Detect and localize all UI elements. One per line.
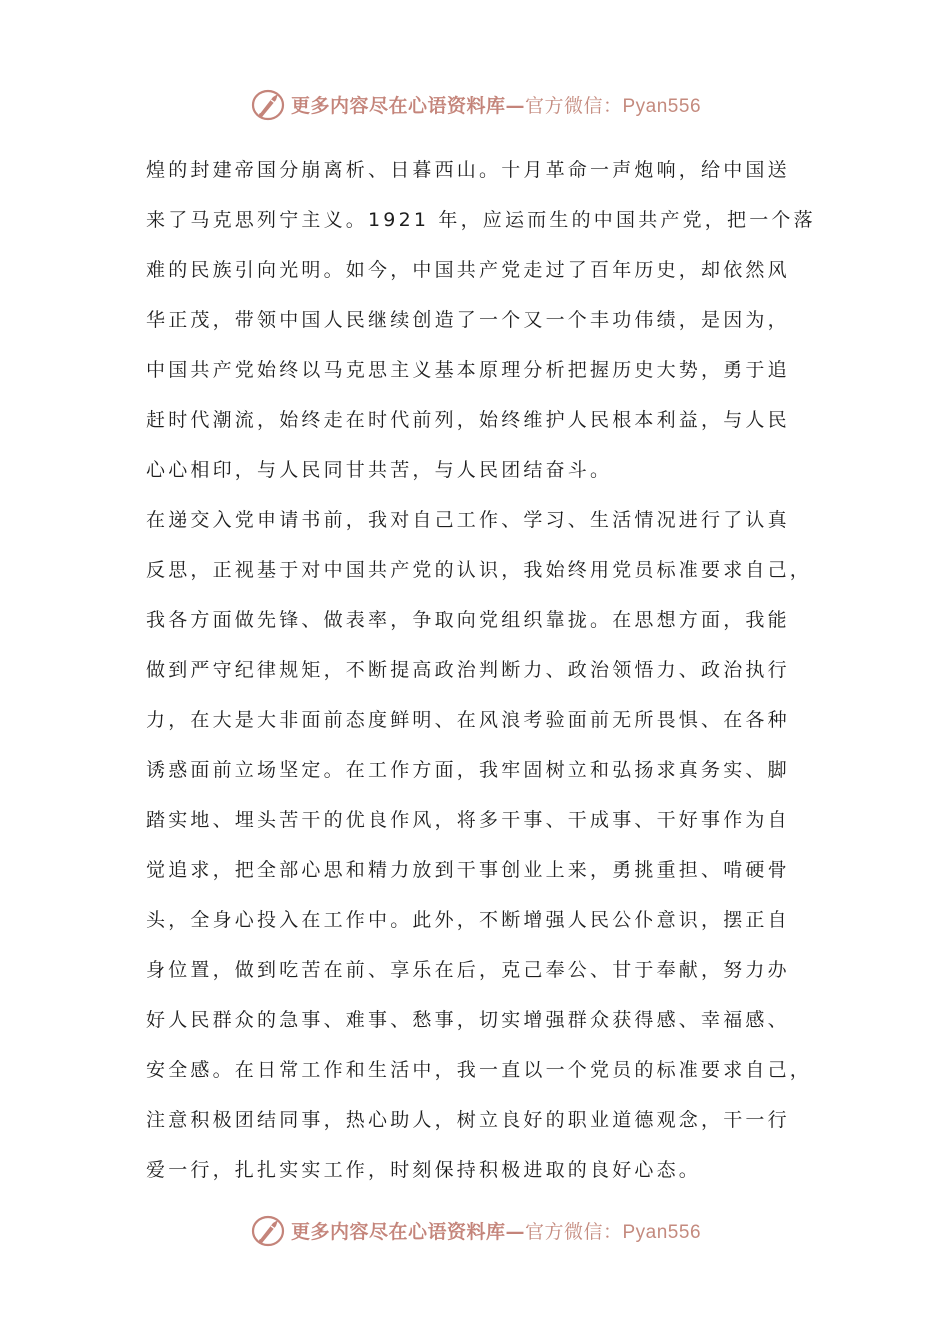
watermark-separator: — — [505, 1220, 525, 1243]
watermark-wechat: 官方微信：Pyan556 — [525, 95, 702, 117]
text-line: 好人民群众的急事、难事、愁事，切实增强群众获得感、幸福感、 — [146, 1009, 790, 1031]
pen-nib-logo-icon — [249, 85, 287, 123]
text-line: 爱一行，扎扎实实工作，时刻保持积极进取的良好心态。 — [146, 1159, 702, 1181]
pen-nib-logo-icon — [249, 1211, 287, 1249]
text-line: 安全感。在日常工作和生活中，我一直以一个党员的标准要求自己， — [146, 1059, 813, 1081]
watermark-text — [291, 91, 701, 118]
text-line: 中国共产党始终以马克思主义基本原理分析把握历史大势，勇于追 — [146, 359, 790, 381]
text-line: 做到严守纪律规矩，不断提高政治判断力、政治领悟力、政治执行 — [146, 659, 790, 681]
watermark-separator: — — [505, 94, 525, 117]
text-line: 头，全身心投入在工作中。此外，不断增强人民公仆意识，摆正自 — [146, 909, 790, 931]
footer-watermark-banner — [0, 1208, 950, 1252]
text-line: 身位置，做到吃苦在前、享乐在后，克己奉公、甘于奉献，努力办 — [146, 959, 790, 981]
text-line: 诱惑面前立场坚定。在工作方面，我牢固树立和弘扬求真务实、脚 — [146, 759, 790, 781]
watermark-text — [291, 1217, 701, 1244]
text-line: 心心相印，与人民同甘共苦，与人民团结奋斗。 — [146, 459, 613, 481]
text-line: 来了马克思列宁主义。1921 年，应运而生的中国共产党，把一个落 — [146, 209, 816, 231]
document-body — [146, 145, 816, 1195]
watermark-wechat: 官方微信：Pyan556 — [525, 1221, 702, 1243]
watermark-brand: 更多内容尽在心语资料库 — [290, 1220, 506, 1243]
text-line: 力，在大是大非面前态度鲜明、在风浪考验面前无所畏惧、在各种 — [146, 709, 790, 731]
text-line: 踏实地、埋头苦干的优良作风，将多干事、干成事、干好事作为自 — [146, 809, 790, 831]
text-line: 我各方面做先锋、做表率，争取向党组织靠拢。在思想方面，我能 — [146, 609, 790, 631]
text-line: 反思，正视基于对中国共产党的认识，我始终用党员标准要求自己， — [146, 559, 813, 581]
watermark-brand: 更多内容尽在心语资料库 — [290, 94, 506, 117]
text-line: 煌的封建帝国分崩离析、日暮西山。十月革命一声炮响，给中国送 — [146, 159, 790, 181]
text-line: 难的民族引向光明。如今，中国共产党走过了百年历史，却依然风 — [146, 259, 790, 281]
text-line: 赶时代潮流，始终走在时代前列，始终维护人民根本利益，与人民 — [146, 409, 790, 431]
text-line: 华正茂，带领中国人民继续创造了一个又一个丰功伟绩，是因为， — [146, 309, 790, 331]
text-line: 注意积极团结同事，热心助人，树立良好的职业道德观念，干一行 — [146, 1109, 790, 1131]
text-line: 在递交入党申请书前，我对自己工作、学习、生活情况进行了认真 — [146, 509, 790, 531]
header-watermark-banner — [0, 82, 950, 126]
text-line: 觉追求，把全部心思和精力放到干事创业上来，勇挑重担、啃硬骨 — [146, 859, 790, 881]
